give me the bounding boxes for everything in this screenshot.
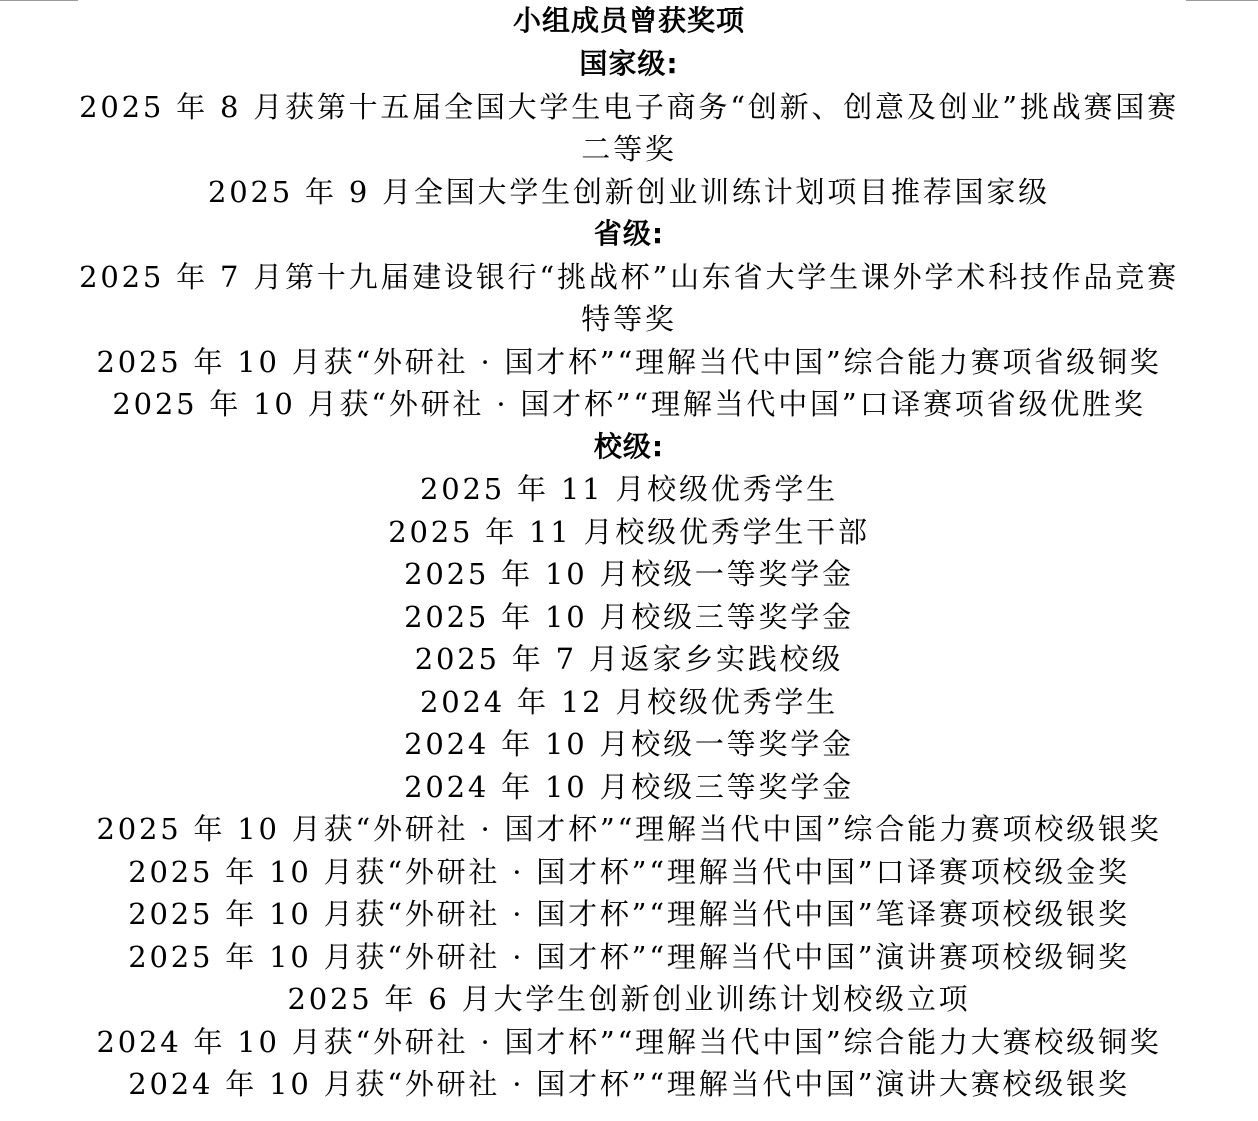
section-heading-school: 校级: xyxy=(593,429,665,463)
page-title: 小组成员曾获奖项 xyxy=(512,4,745,37)
award-item-provincial-3: 2025 年 10 月获“外研社 · 国才杯”“理解当代中国”口译赛项省级优胜奖 xyxy=(112,387,1146,421)
award-item-school-7: 2024 年 10 月校级一等奖学金 xyxy=(404,727,854,761)
award-item-provincial-2: 2025 年 10 月获“外研社 · 国才杯”“理解当代中国”综合能力赛项省级铜奖 xyxy=(96,344,1162,379)
award-item-national-1: 2025 年 8 月获第十五届全国大学生电子商务“创新、创意及创业”挑战赛国赛二等奖 xyxy=(79,89,1179,166)
award-item-school-2: 2025 年 11 月校级优秀学生干部 xyxy=(388,514,870,549)
award-item-school-10: 2025 年 10 月获“外研社 · 国才杯”“理解当代中国”口译赛项校级金奖 xyxy=(128,854,1130,889)
award-item-school-15: 2024 年 10 月获“外研社 · 国才杯”“理解当代中国”演讲大赛校级银奖 xyxy=(128,1067,1130,1101)
section-heading-national: 国家级: xyxy=(579,47,679,80)
award-item-school-4: 2025 年 10 月校级三等奖学金 xyxy=(404,599,854,634)
award-item-school-9: 2025 年 10 月获“外研社 · 国才杯”“理解当代中国”综合能力赛项校级银奖 xyxy=(96,812,1162,846)
award-item-school-11: 2025 年 10 月获“外研社 · 国才杯”“理解当代中国”笔译赛项校级银奖 xyxy=(128,897,1130,931)
award-item-national-2: 2025 年 9 月全国大学生创新创业训练计划项目推荐国家级 xyxy=(208,174,1050,209)
award-item-school-13: 2025 年 6 月大学生创新创业训练计划校级立项 xyxy=(287,982,971,1016)
award-item-school-8: 2024 年 10 月校级三等奖学金 xyxy=(404,769,854,804)
award-item-school-5: 2025 年 7 月返家乡实践校级 xyxy=(414,642,844,676)
award-item-school-14: 2024 年 10 月获“外研社 · 国才杯”“理解当代中国”综合能力大赛校级铜奖 xyxy=(96,1024,1162,1059)
award-item-school-1: 2025 年 11 月校级优秀学生 xyxy=(420,472,838,506)
award-item-school-12: 2025 年 10 月获“外研社 · 国才杯”“理解当代中国”演讲赛项校级铜奖 xyxy=(128,939,1130,974)
section-heading-provincial: 省级: xyxy=(593,217,665,250)
award-item-school-6: 2024 年 12 月校级优秀学生 xyxy=(420,684,838,719)
award-item-provincial-1: 2025 年 7 月第十九届建设银行“挑战杯”山东省大学生课外学术科技作品竞赛特等奖 xyxy=(79,259,1179,336)
award-item-school-3: 2025 年 10 月校级一等奖学金 xyxy=(404,557,854,591)
